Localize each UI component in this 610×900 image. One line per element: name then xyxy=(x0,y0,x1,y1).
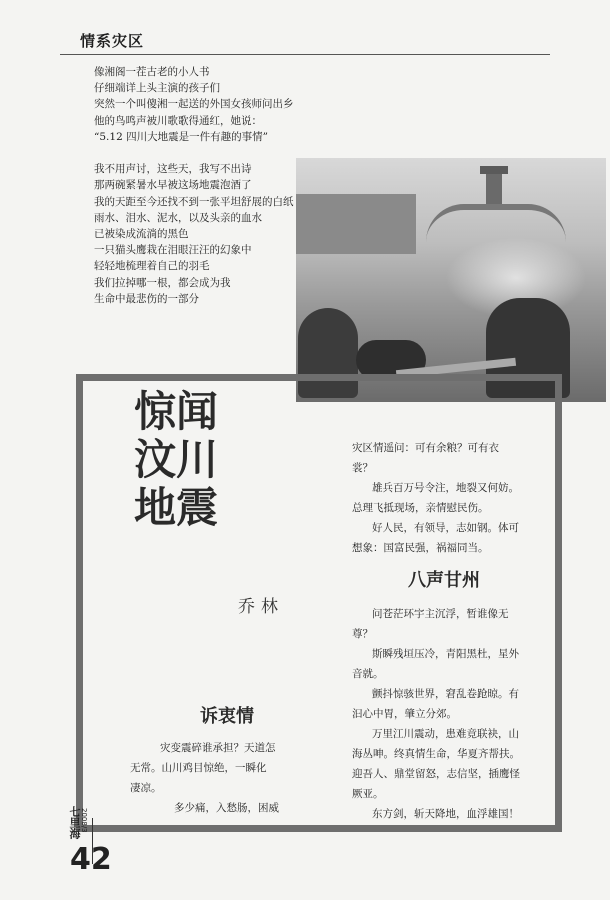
verse-line: 斯瞬残垣压冷，青阳黑杜，星外 xyxy=(372,648,519,660)
poem2-heading: 八声甘州 xyxy=(408,570,480,591)
section-label: 情系灾区 xyxy=(80,32,145,50)
verse-line: 厥亚。 xyxy=(352,788,384,800)
pagoda-shape xyxy=(486,172,502,206)
verse-line: 无常。山川鸡目惊绝，一瞬化 xyxy=(130,762,267,774)
bridge-shape xyxy=(426,204,566,242)
verse-line: 灾变震碎谁承担？天道怎 xyxy=(160,742,276,754)
verse-line: 东方剑，斩天降地，血浮雄国！ xyxy=(372,808,519,820)
page-number: 42 xyxy=(70,842,112,877)
verse-line: 尊？ xyxy=(352,628,373,640)
verse-line: 音就。 xyxy=(352,668,384,680)
poem-line: “5.12 四川大地震是一件有趣的事情” xyxy=(94,130,268,143)
header-rule xyxy=(60,54,550,55)
magazine-issue: 2008/3 xyxy=(80,808,88,833)
verse-line: 灾区情遥问：可有余粮？可有衣 xyxy=(352,442,499,454)
verse-line: 多少痛，入愁肠，困威 xyxy=(174,802,279,814)
verse-line: 总理飞抵现场，亲情慰民伤。 xyxy=(352,502,489,514)
verse-line: 好人民，有领导，志如钢。体可 xyxy=(372,522,519,534)
title-line: 地震 xyxy=(134,483,219,532)
poem-line: 仔细端详上头主演的孩子们 xyxy=(94,82,220,95)
verse-line: 凄凉。 xyxy=(130,782,162,794)
poem-line: 雨水、泪水、泥水，以及头亲的血水 xyxy=(94,211,262,224)
verse-line: 颤抖惊骇世界，窘乱卷跄晾。有 xyxy=(372,688,519,700)
verse-line: 海丛呻。终真情生命，华夏齐帮扶。 xyxy=(352,748,520,760)
poem-line: 我们拉掉哪一根，都会成为我 xyxy=(94,276,231,289)
poem1-body xyxy=(130,738,328,818)
verse-line: 汩心中胃，肇立分郊。 xyxy=(352,708,457,720)
title-line: 汶川 xyxy=(134,435,219,484)
poem-line: 我的天距至今还找不到一张平坦舒展的白纸 xyxy=(94,195,294,208)
pagoda-roof-shape xyxy=(480,166,508,174)
poem-line: 生命中最悲伤的一部分 xyxy=(94,292,199,305)
verse-line: 想象：国富民强，祸福同当。 xyxy=(352,542,489,554)
right-top-body xyxy=(352,438,552,558)
poem-line: 他的鸟鸣声被川歌歌得通红，她说： xyxy=(94,114,262,127)
poem2-body xyxy=(352,604,556,824)
author-name: 乔林 xyxy=(238,597,284,617)
poem1-heading: 诉衷情 xyxy=(200,706,254,727)
verse-line: 问苍茫环宇主沉浮，暂谁像无 xyxy=(372,608,509,620)
poem-line: 已被染成流淌的黑色 xyxy=(94,228,189,240)
rescue-photo xyxy=(296,158,606,402)
poem-line: 我不用声讨，这些天，我写不出诗 xyxy=(94,163,252,176)
poem-line: 突然一个叫傻湘一起送的外国女孩师问出乡 xyxy=(94,98,294,111)
poem-line: 轻轻地梳理着自己的羽毛 xyxy=(94,260,210,273)
poem-line: 像湘阁一茬古老的小人书 xyxy=(94,66,210,78)
article-title xyxy=(134,388,218,532)
verse-line: 迎吾人、鼎堂留怒，志信坚，插鹰怪 xyxy=(352,768,520,780)
title-line: 惊闻 xyxy=(134,387,219,436)
poem-line: 那两碗紧暑水早被这场地震泡酒了 xyxy=(94,179,252,192)
building-shape xyxy=(296,194,416,254)
poem-line: 一只猫头鹰栽在泪眼汪汪的幻象中 xyxy=(94,244,252,257)
magazine-name: 七里海 xyxy=(68,806,81,839)
verse-line: 裳？ xyxy=(352,462,373,474)
verse-line: 万里江川震动，患难竟联袂，山 xyxy=(372,728,519,740)
verse-line: 雄兵百万号令注，地裂又何妨。 xyxy=(372,482,519,494)
